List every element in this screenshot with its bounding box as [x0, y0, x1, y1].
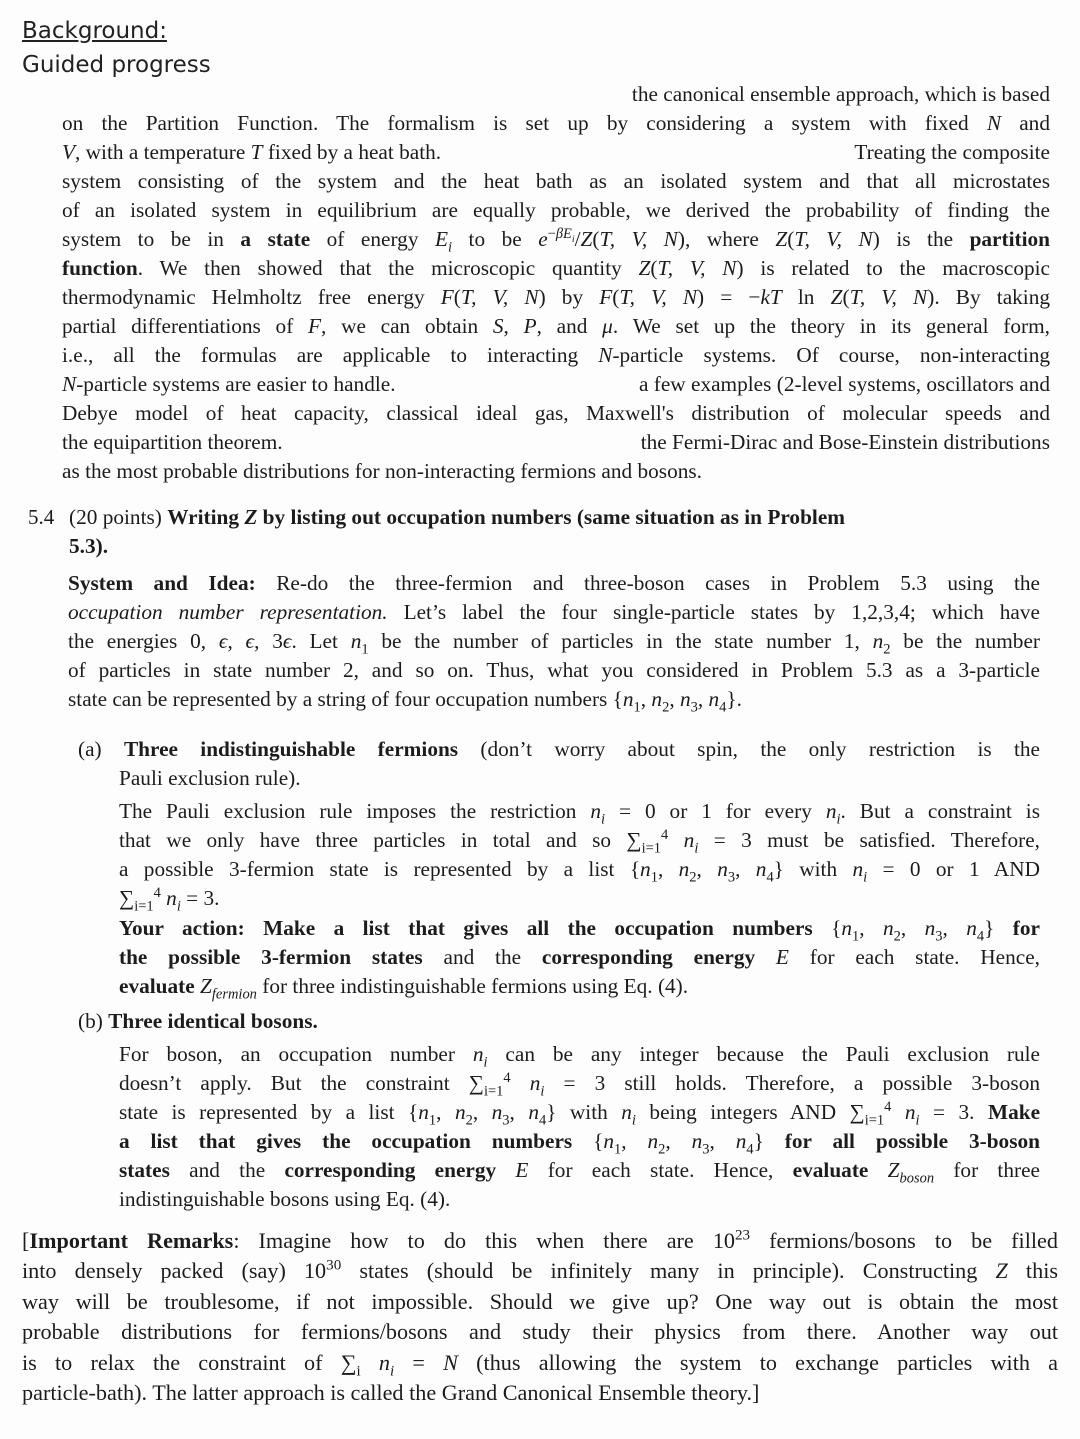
background-title: Background: [22, 18, 167, 44]
part-a-action [119, 914, 1040, 1001]
part-b-body [119, 1040, 1040, 1214]
bg-line-8: function. We then showed that the microscopic quantity Z(T, V, N) is related to the macroscopic [62, 256, 1050, 280]
part-a-title: Three indistinguishable fermions [123, 737, 459, 761]
part-b-heading [78, 1007, 1040, 1036]
sys-line-3: the energies 0, ϵ, ϵ, 3ϵ. Let $n_1$ be the number of particles in the state number 1, $n_2$ be the number [68, 629, 1040, 658]
bg-line-9: thermodynamic Helmholtz free energy F(T, V, N) by F(T, V, N) = −kT ln Z(T, V, N). By taking [62, 285, 1051, 309]
sys-line-5: state can be represented by a string of four occupation numbers {$n_1$, $n_2$, $n_3$, $n_4$}. [68, 687, 742, 716]
pb-line-3: state is represented by a list {$n_1$, $n_2$, $n_3$, $n_4$} with $n_i$ being integers AND $\sum_{i=1}^4$ $n_i = 3$. Make [119, 1098, 1041, 1129]
pb-line-6: indistinguishable bosons using Eq. (4). [119, 1187, 451, 1211]
bg-line-11: i.e., all the formulas are applicable to interacting N-particle systems. Of course, non-interacting [62, 343, 1050, 367]
part-a-label: (a) [78, 737, 102, 761]
pa-line-1: The Pauli exclusion rule imposes the restriction $n_i = 0$ or 1 for every $n_i$. But a constraint is [119, 799, 1041, 828]
rem-line-3: way will be troublesome, if not impossible. Should we give up? One way out is obtain the most [22, 1288, 1058, 1314]
problem-title: (20 points) Writing Z by listing out occupation numbers (same situation as in Problem 5.3). [69, 505, 846, 558]
important-remarks [22, 1226, 1058, 1408]
problem-points: (20 points) [69, 505, 162, 529]
part-b-label: (b) [78, 1009, 103, 1033]
pb-line-2: doesn’t apply. But the constraint $\sum_{i=1}^4$ $n_i = 3$ still holds. Therefore, a possible 3-boson [119, 1069, 1041, 1100]
background-header [22, 14, 211, 82]
pa-line-3: a possible 3-fermion state is represented by a list {$n_1$, $n_2$, $n_3$, $n_4$} with $n_i = 0$ or 1 AND [119, 857, 1040, 886]
part-a-line-2: Pauli exclusion rule). [119, 766, 301, 790]
system-and-idea [68, 569, 1040, 714]
bg-line-2: on the Partition Function. The formalism is set up by considering a system with fixed N and [62, 111, 1050, 135]
part-a-heading [78, 735, 1040, 793]
bg-line-17: as the most probable distributions for non-interacting fermions and bosons. [62, 459, 702, 483]
system-label: System and Idea: [68, 571, 256, 595]
pb-line-1: For boson, an occupation number $n_i$ can be any integer because the Pauli exclusion rule [119, 1042, 1040, 1071]
pa-action-line-3: evaluate $Z_{fermion}$ for three indistinguishable fermions using Eq. (4). [119, 974, 689, 1003]
remarks-label: Important Remarks [29, 1228, 234, 1253]
rem-line-1: [Important Remarks: Imagine how to do this when there are $10^{23}$ fermions/bosons to be filled [22, 1227, 1058, 1253]
sys-line-4: of particles in state number 2, and so on. Thus, what you considered in Problem 5.3 as a 3-particle [68, 658, 1040, 682]
rem-line-6: particle-bath). The latter approach is called the Grand Canonical Ensemble theory.] [22, 1379, 760, 1405]
part-b-title: Three identical bosons. [108, 1009, 318, 1033]
bg-line-10: partial differentiations of F, we can obtain S, P, and μ. We set up the theory in its general form, [62, 314, 1050, 338]
pa-line-2: that we only have three particles in total and so $\sum_{i=1}^4$ $n_i = 3$ must be satisfied. Therefore, [119, 826, 1040, 857]
problem-number: 5.4 [28, 505, 55, 529]
part-a-body [119, 797, 1040, 913]
bg-line-15: the equipartition theorem. the Fermi-Dirac and Bose-Einstein distributions [62, 430, 1050, 454]
part-a-line-1: (a) Three indistinguishable fermions (don’t worry about spin, the only restriction is the [78, 737, 1040, 761]
rem-line-5: is to relax the constraint of $\sum_i$ $n_i = N$ (thus allowing the system to exchange particles with a [22, 1349, 1058, 1379]
bg-line-14: Debye model of heat capacity, classical ideal gas, Maxwell's distribution of molecular speeds and [62, 401, 1050, 425]
pb-line-4: a list that gives the occupation numbers {$n_1$, $n_2$, $n_3$, $n_4$} for all possible 3-boson [119, 1129, 1040, 1158]
pa-line-4: $\sum_{i=1}^4$ $n_i = 3$. [119, 884, 220, 915]
bg-line-6: of an isolated system in equilibrium are equally probable, we derived the probability of finding the [62, 198, 1050, 222]
background-subtitle: Guided progress [22, 52, 211, 78]
part-b-line-1 [78, 1007, 1040, 1036]
bg-line-1: the canonical ensemble approach, which is based [631, 82, 1050, 106]
rem-line-2: into densely packed (say) $10^{30}$ states (should be infinitely many in principle). Constructing Z this [22, 1258, 1058, 1284]
background-paragraph [62, 80, 1050, 486]
bg-line-5: system consisting of the system and the heat bath as an isolated system and that all microstates [62, 169, 1050, 193]
sys-line-1: System and Idea: Re-do the three-fermion and three-boson cases in Problem 5.3 using the [68, 571, 1040, 595]
pb-line-5: states and the corresponding energy E for each state. Hence, evaluate $Z_{boson}$ for three [119, 1158, 1040, 1187]
pa-action-line-2: the possible 3-fermion states and the corresponding energy E for each state. Hence, [119, 945, 1041, 969]
pa-action-line-1: Your action: Make a list that gives all the occupation numbers {$n_1$, $n_2$, $n_3$, $n_4$} for [119, 916, 1040, 945]
sys-line-2: occupation number representation. Let’s label the four single-particle states by 1,2,3,4; which have [68, 600, 1040, 624]
bg-line-7: system to be in a state of energy $E_i$ to be $e^{-\beta E_i}/Z(T$, V, N), where Z(T, V, N) is the partition [62, 225, 1051, 256]
bg-line-3: V, with a temperature T fixed by a heat bath. Treating the composite [62, 140, 1050, 164]
bg-line-12: N-particle systems are easier to handle. a few examples (2-level systems, oscillators and [62, 372, 1050, 396]
rem-line-4: probable distributions for fermions/bosons and study their physics from there. Another way out [22, 1319, 1058, 1345]
